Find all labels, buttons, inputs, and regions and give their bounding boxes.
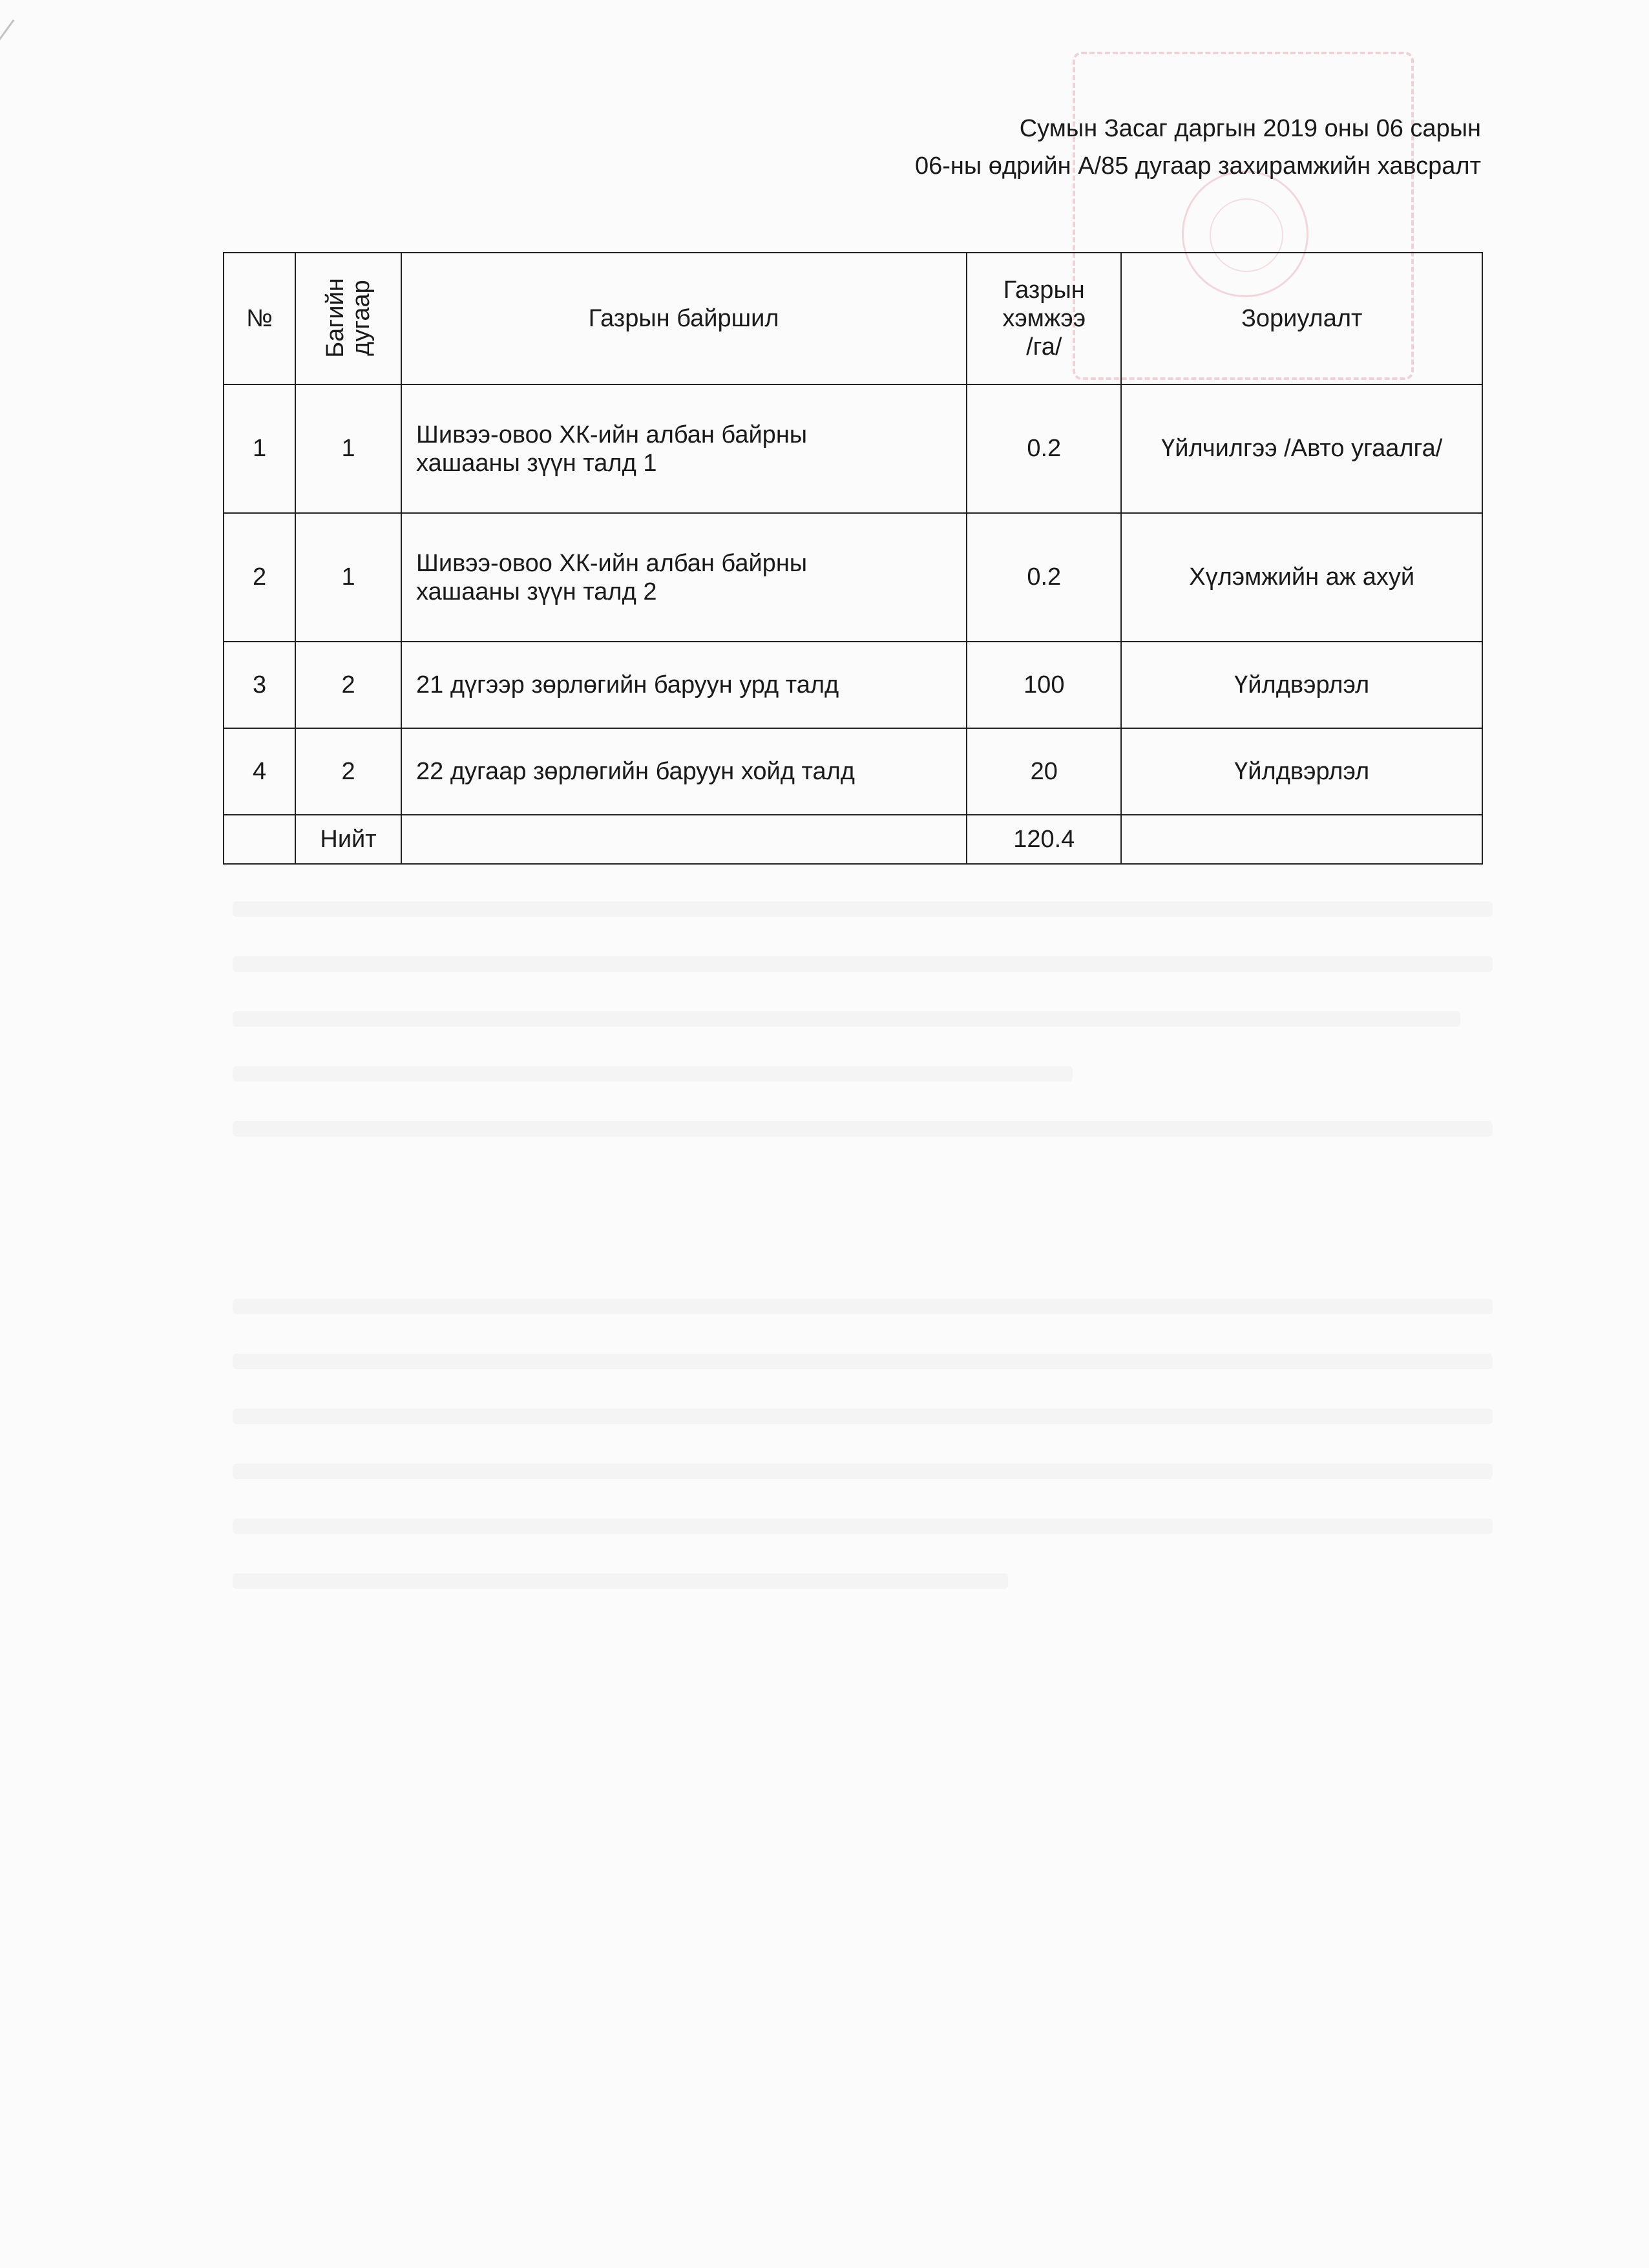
land-allocation-table xyxy=(223,252,1483,865)
table-total-row xyxy=(224,815,1482,864)
col-purpose-header: Зориулалт xyxy=(1121,253,1482,384)
col-bag-header xyxy=(295,253,401,384)
total-value: 120.4 xyxy=(967,815,1121,864)
col-location-header: Газрын байршил xyxy=(401,253,967,384)
col-size-header: Газрын хэмжээ /га/ xyxy=(967,253,1121,384)
col-bag-header-text: Багийн дугаар xyxy=(322,278,375,358)
bleed-through xyxy=(233,901,1493,917)
scan-edge-line xyxy=(0,19,14,240)
table-row: 1 1 Шивээ-овоо ХК-ийн албан байрны хашааны зүүн талд 1 0.2 Үйлчилгээ /Авто угаалга/ xyxy=(224,384,1482,513)
total-label: Нийт xyxy=(295,815,401,864)
document-header xyxy=(915,110,1481,185)
header-line-2: 06-ны өдрийн А/85 дугаар захирамжийн хавсралт xyxy=(914,152,1481,180)
header-line-1: Сумын Засаг даргын 2019 оны 06 сарын xyxy=(1019,115,1481,142)
col-number-header: № xyxy=(224,253,295,384)
table-row: 4 2 22 дугаар зөрлөгийн баруун хойд талд 20 Үйлдвэрлэл xyxy=(224,728,1482,815)
table-row: 2 1 Шивээ-овоо ХК-ийн албан байрны хашааны зүүн талд 2 0.2 Хүлэмжийн аж ахуй xyxy=(224,513,1482,642)
table-header-row xyxy=(224,253,1482,384)
table-row: 3 2 21 дүгээр зөрлөгийн баруун урд талд 100 Үйлдвэрлэл xyxy=(224,642,1482,728)
